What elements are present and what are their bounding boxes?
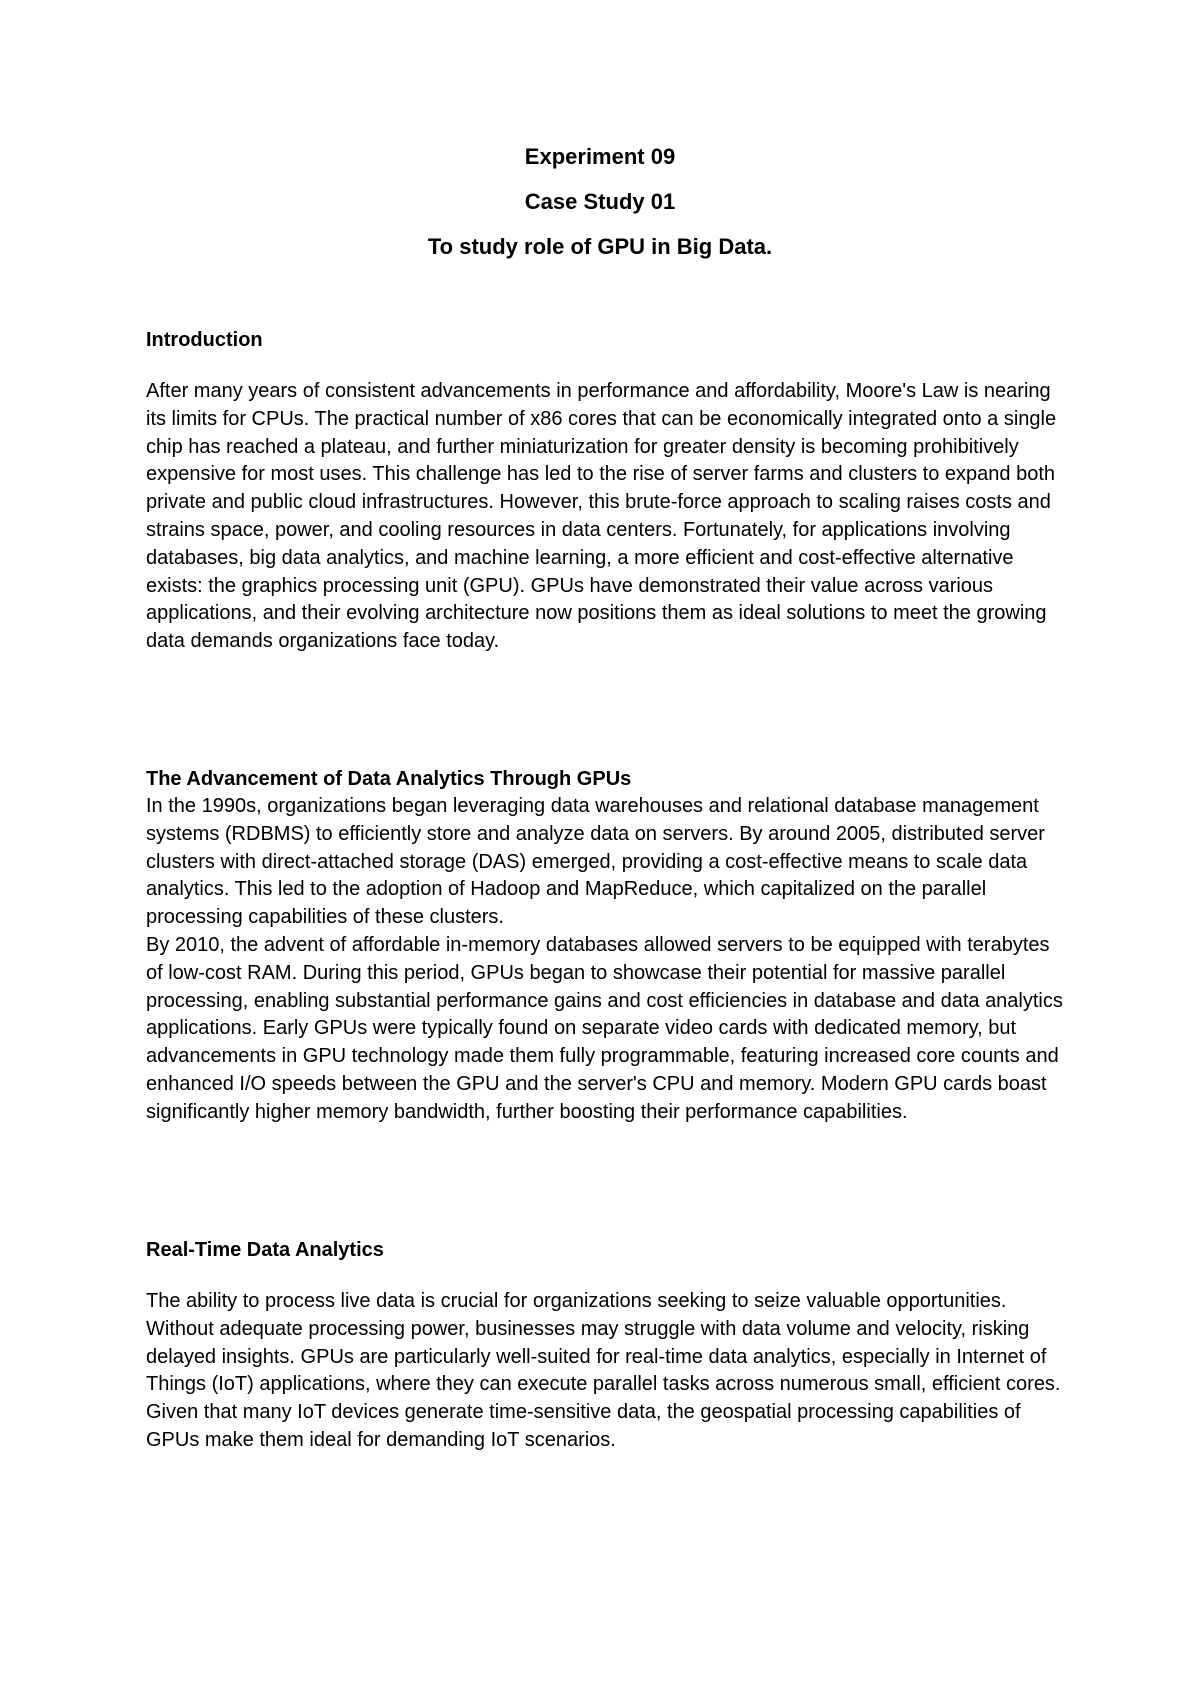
title-block	[0, 142, 1200, 277]
section-paragraph: The ability to process live data is crucial for organizations seeking to seize valuable opportunities. Without adequate processing power, businesses may struggle with data volume and velocity, risking delayed insights. GPUs are particularly well-suited for real-time data analytics, especially in Internet of Things (IoT) applications, where they can execute parallel tasks across numerous small, efficient cores. Given that many IoT devices generate time-sensitive data, the geospatial processing capabilities of GPUs make them ideal for demanding IoT scenarios.	[146, 1290, 1061, 1451]
section-introduction	[146, 326, 1066, 656]
section-heading: Real-Time Data Analytics	[146, 1239, 384, 1261]
section-heading: Introduction	[146, 329, 263, 351]
experiment-title: Experiment 09	[524, 144, 676, 169]
section-paragraph: After many years of consistent advancements in performance and affordability, Moore's Law is nearing its limits for CPUs. The practical number of x86 cores that can be economically integrated onto a single chip has reached a plateau, and further miniaturization for greater density is becoming prohibitively expensive for most uses. This challenge has led to the rise of server farms and clusters to expand both private and public cloud infrastructures. However, this brute-force approach to scaling raises costs and strains space, power, and cooling resources in data centers. Fortunately, for applications involving databases, big data analytics, and machine learning, a more efficient and cost-effective alternative exists: the graphics processing unit (GPU). GPUs have demonstrated their value across various applications, and their evolving architecture now positions them as ideal solutions to meet the growing data demands organizations face today.	[146, 380, 1057, 653]
topic-title: To study role of GPU in Big Data.	[427, 234, 773, 259]
section-paragraph: By 2010, the advent of affordable in-memory databases allowed servers to be equipped with terabytes of low-cost RAM. During this period, GPUs began to showcase their potential for massive parallel processing, enabling substantial performance gains and cost efficiencies in database and data analytics applications. Early GPUs were typically found on separate video cards with dedicated memory, but advancements in GPU technology made them fully programmable, featuring increased core counts and enhanced I/O speeds between the GPU and the server's CPU and memory. Modern GPU cards boast significantly higher memory bandwidth, further boosting their performance capabilities.	[146, 933, 1063, 1123]
section-advancement	[146, 765, 1066, 1127]
section-real-time	[146, 1236, 1066, 1455]
case-study-title: Case Study 01	[524, 189, 676, 214]
section-paragraph: In the 1990s, organizations began leveraging data warehouses and relational database management systems (RDBMS) to efficiently store and analyze data on servers. By around 2005, distributed server clusters with direct-attached storage (DAS) emerged, providing a cost-effective means to scale data analytics. This led to the adoption of Hadoop and MapReduce, which capitalized on the parallel processing capabilities of these clusters.	[146, 795, 1045, 929]
section-heading: The Advancement of Data Analytics Through GPUs	[146, 768, 632, 790]
